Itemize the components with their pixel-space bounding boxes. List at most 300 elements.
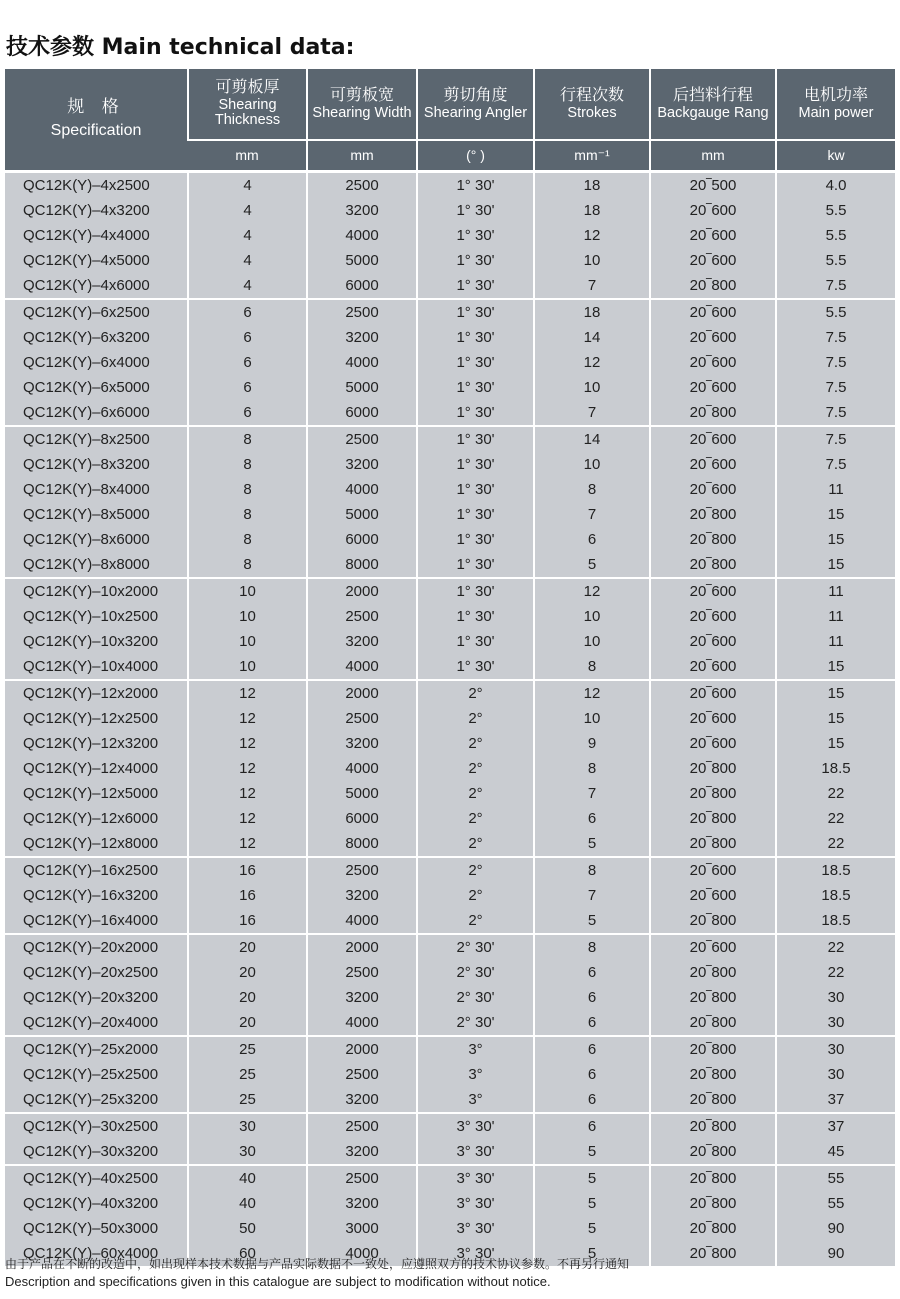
spec-cell: QC12K(Y)–25x2500 xyxy=(5,1062,188,1087)
strokes-cell: 6 xyxy=(534,1113,650,1139)
thickness-cell: 12 xyxy=(188,706,307,731)
spec-cell: QC12K(Y)–10x3200 xyxy=(5,629,188,654)
thickness-cell: 4 xyxy=(188,223,307,248)
table-row xyxy=(5,706,895,731)
width-cell: 2000 xyxy=(307,578,417,604)
power-cell: 5.5 xyxy=(776,223,895,248)
table-row xyxy=(5,629,895,654)
header-spec-en: Specification xyxy=(50,122,142,140)
header-zh-label: 剪切角度 xyxy=(443,84,508,104)
spec-cell: QC12K(Y)–16x2500 xyxy=(5,857,188,883)
backgauge-cell: 20‾800 xyxy=(650,1113,776,1139)
angle-cell: 3° xyxy=(417,1036,534,1062)
technical-data-table-container xyxy=(5,69,895,1266)
backgauge-cell: 20‾800 xyxy=(650,273,776,299)
strokes-cell: 18 xyxy=(534,299,650,325)
strokes-cell: 10 xyxy=(534,452,650,477)
angle-cell: 2° xyxy=(417,831,534,857)
power-cell: 22 xyxy=(776,934,895,960)
strokes-cell: 6 xyxy=(534,1036,650,1062)
strokes-cell: 8 xyxy=(534,477,650,502)
spec-cell: QC12K(Y)–6x5000 xyxy=(5,375,188,400)
power-cell: 7.5 xyxy=(776,452,895,477)
angle-cell: 2° xyxy=(417,908,534,934)
angle-cell: 1° 30' xyxy=(417,325,534,350)
spec-cell: QC12K(Y)–4x6000 xyxy=(5,273,188,299)
header-backgauge xyxy=(650,69,776,140)
power-cell: 90 xyxy=(776,1241,895,1266)
width-cell: 2500 xyxy=(307,1113,417,1139)
backgauge-cell: 20‾600 xyxy=(650,934,776,960)
thickness-cell: 50 xyxy=(188,1216,307,1241)
strokes-cell: 8 xyxy=(534,654,650,680)
angle-cell: 1° 30' xyxy=(417,578,534,604)
table-header xyxy=(5,69,895,172)
strokes-cell: 10 xyxy=(534,604,650,629)
angle-cell: 3° 30' xyxy=(417,1165,534,1191)
width-cell: 2500 xyxy=(307,857,417,883)
table-row xyxy=(5,1191,895,1216)
table-row xyxy=(5,806,895,831)
backgauge-cell: 20‾800 xyxy=(650,806,776,831)
angle-cell: 1° 30' xyxy=(417,248,534,273)
footer-notice xyxy=(5,1255,629,1291)
backgauge-cell: 20‾800 xyxy=(650,527,776,552)
width-cell: 2500 xyxy=(307,960,417,985)
table-row xyxy=(5,172,895,199)
power-cell: 5.5 xyxy=(776,248,895,273)
width-cell: 6000 xyxy=(307,527,417,552)
width-cell: 8000 xyxy=(307,552,417,578)
backgauge-cell: 20‾600 xyxy=(650,477,776,502)
angle-cell: 1° 30' xyxy=(417,400,534,426)
power-cell: 11 xyxy=(776,578,895,604)
thickness-cell: 12 xyxy=(188,731,307,756)
angle-cell: 2° xyxy=(417,857,534,883)
table-row xyxy=(5,350,895,375)
table-row xyxy=(5,756,895,781)
spec-cell: QC12K(Y)–6x3200 xyxy=(5,325,188,350)
thickness-cell: 12 xyxy=(188,756,307,781)
thickness-cell: 10 xyxy=(188,654,307,680)
spec-cell: QC12K(Y)–8x6000 xyxy=(5,527,188,552)
width-cell: 3200 xyxy=(307,985,417,1010)
width-cell: 3200 xyxy=(307,629,417,654)
strokes-cell: 9 xyxy=(534,731,650,756)
width-cell: 3200 xyxy=(307,1087,417,1113)
strokes-cell: 5 xyxy=(534,908,650,934)
header-power xyxy=(776,69,895,140)
spec-cell: QC12K(Y)–6x2500 xyxy=(5,299,188,325)
header-en-label: Shearing Thickness xyxy=(214,97,281,129)
width-cell: 6000 xyxy=(307,273,417,299)
power-cell: 5.5 xyxy=(776,198,895,223)
angle-cell: 2° xyxy=(417,806,534,831)
backgauge-cell: 20‾600 xyxy=(650,654,776,680)
spec-cell: QC12K(Y)–25x3200 xyxy=(5,1087,188,1113)
strokes-cell: 12 xyxy=(534,578,650,604)
thickness-cell: 10 xyxy=(188,578,307,604)
power-cell: 11 xyxy=(776,604,895,629)
angle-cell: 1° 30' xyxy=(417,527,534,552)
header-en-label: Strokes xyxy=(567,104,617,121)
spec-cell: QC12K(Y)–4x3200 xyxy=(5,198,188,223)
thickness-cell: 6 xyxy=(188,299,307,325)
table-row xyxy=(5,1062,895,1087)
backgauge-cell: 20‾600 xyxy=(650,604,776,629)
width-cell: 4000 xyxy=(307,350,417,375)
width-cell: 6000 xyxy=(307,806,417,831)
backgauge-cell: 20‾800 xyxy=(650,1139,776,1165)
spec-cell: QC12K(Y)–40x2500 xyxy=(5,1165,188,1191)
backgauge-cell: 20‾600 xyxy=(650,426,776,452)
angle-cell: 1° 30' xyxy=(417,350,534,375)
spec-cell: QC12K(Y)–60x4000 xyxy=(5,1241,188,1266)
strokes-cell: 18 xyxy=(534,198,650,223)
thickness-cell: 30 xyxy=(188,1113,307,1139)
thickness-cell: 8 xyxy=(188,502,307,527)
power-cell: 30 xyxy=(776,1062,895,1087)
strokes-cell: 6 xyxy=(534,1062,650,1087)
width-cell: 3200 xyxy=(307,883,417,908)
thickness-cell: 6 xyxy=(188,350,307,375)
backgauge-cell: 20‾800 xyxy=(650,552,776,578)
table-row xyxy=(5,1036,895,1062)
width-cell: 2500 xyxy=(307,1165,417,1191)
spec-cell: QC12K(Y)–10x2000 xyxy=(5,578,188,604)
angle-cell: 1° 30' xyxy=(417,375,534,400)
thickness-cell: 8 xyxy=(188,452,307,477)
thickness-cell: 40 xyxy=(188,1165,307,1191)
thickness-cell: 10 xyxy=(188,629,307,654)
header-zh-label: 可剪板厚 xyxy=(215,77,280,97)
width-cell: 5000 xyxy=(307,375,417,400)
width-cell: 4000 xyxy=(307,756,417,781)
angle-cell: 1° 30' xyxy=(417,477,534,502)
width-cell: 3000 xyxy=(307,1216,417,1241)
strokes-cell: 7 xyxy=(534,400,650,426)
backgauge-cell: 20‾500 xyxy=(650,172,776,199)
thickness-cell: 4 xyxy=(188,172,307,199)
width-cell: 5000 xyxy=(307,781,417,806)
strokes-cell: 5 xyxy=(534,831,650,857)
strokes-cell: 10 xyxy=(534,248,650,273)
angle-cell: 2° 30' xyxy=(417,985,534,1010)
power-cell: 7.5 xyxy=(776,426,895,452)
angle-cell: 3° xyxy=(417,1062,534,1087)
strokes-cell: 18 xyxy=(534,172,650,199)
table-row xyxy=(5,680,895,706)
backgauge-cell: 20‾800 xyxy=(650,831,776,857)
table-row xyxy=(5,883,895,908)
power-cell: 7.5 xyxy=(776,400,895,426)
spec-cell: QC12K(Y)–12x5000 xyxy=(5,781,188,806)
width-cell: 2000 xyxy=(307,934,417,960)
spec-cell: QC12K(Y)–12x3200 xyxy=(5,731,188,756)
angle-cell: 1° 30' xyxy=(417,654,534,680)
thickness-cell: 25 xyxy=(188,1062,307,1087)
backgauge-cell: 20‾800 xyxy=(650,1216,776,1241)
backgauge-cell: 20‾600 xyxy=(650,883,776,908)
power-cell: 18.5 xyxy=(776,883,895,908)
width-cell: 2500 xyxy=(307,299,417,325)
strokes-cell: 5 xyxy=(534,1191,650,1216)
angle-cell: 3° 30' xyxy=(417,1139,534,1165)
power-cell: 37 xyxy=(776,1113,895,1139)
header-en-label: Shearing Angler xyxy=(423,104,528,121)
table-row xyxy=(5,908,895,934)
header-spec-zh: 规 格 xyxy=(67,97,125,118)
spec-cell: QC12K(Y)–30x2500 xyxy=(5,1113,188,1139)
thickness-cell: 16 xyxy=(188,908,307,934)
thickness-cell: 10 xyxy=(188,604,307,629)
thickness-cell: 20 xyxy=(188,1010,307,1036)
backgauge-cell: 20‾800 xyxy=(650,1010,776,1036)
thickness-cell: 6 xyxy=(188,375,307,400)
technical-data-table xyxy=(5,69,895,1266)
strokes-cell: 10 xyxy=(534,375,650,400)
table-row xyxy=(5,1165,895,1191)
thickness-cell: 60 xyxy=(188,1241,307,1266)
angle-cell: 2° xyxy=(417,781,534,806)
strokes-cell: 6 xyxy=(534,1087,650,1113)
angle-cell: 2° xyxy=(417,680,534,706)
thickness-cell: 6 xyxy=(188,325,307,350)
strokes-cell: 12 xyxy=(534,350,650,375)
width-cell: 4000 xyxy=(307,1241,417,1266)
strokes-cell: 6 xyxy=(534,527,650,552)
width-cell: 2500 xyxy=(307,426,417,452)
backgauge-cell: 20‾800 xyxy=(650,1036,776,1062)
header-zh-label: 可剪板宽 xyxy=(329,84,394,104)
thickness-cell: 30 xyxy=(188,1139,307,1165)
table-row xyxy=(5,325,895,350)
width-cell: 4000 xyxy=(307,1010,417,1036)
backgauge-cell: 20‾800 xyxy=(650,908,776,934)
spec-cell: QC12K(Y)–4x4000 xyxy=(5,223,188,248)
thickness-cell: 20 xyxy=(188,934,307,960)
thickness-cell: 12 xyxy=(188,806,307,831)
backgauge-cell: 20‾800 xyxy=(650,1165,776,1191)
thickness-cell: 8 xyxy=(188,552,307,578)
thickness-cell: 20 xyxy=(188,985,307,1010)
spec-cell: QC12K(Y)–25x2000 xyxy=(5,1036,188,1062)
spec-cell: QC12K(Y)–20x4000 xyxy=(5,1010,188,1036)
backgauge-cell: 20‾600 xyxy=(650,325,776,350)
power-cell: 15 xyxy=(776,552,895,578)
table-row xyxy=(5,1087,895,1113)
angle-cell: 3° 30' xyxy=(417,1113,534,1139)
backgauge-cell: 20‾600 xyxy=(650,452,776,477)
unit-strokes: mm⁻¹ xyxy=(534,140,650,172)
header-specification xyxy=(5,69,188,172)
width-cell: 4000 xyxy=(307,223,417,248)
angle-cell: 1° 30' xyxy=(417,198,534,223)
header-zh-label: 后挡料行程 xyxy=(672,84,753,104)
backgauge-cell: 20‾800 xyxy=(650,960,776,985)
power-cell: 11 xyxy=(776,629,895,654)
power-cell: 30 xyxy=(776,1010,895,1036)
strokes-cell: 7 xyxy=(534,781,650,806)
unit-power: kw xyxy=(776,140,895,172)
spec-cell: QC12K(Y)–8x8000 xyxy=(5,552,188,578)
thickness-cell: 25 xyxy=(188,1036,307,1062)
spec-cell: QC12K(Y)–10x4000 xyxy=(5,654,188,680)
table-row xyxy=(5,831,895,857)
spec-cell: QC12K(Y)–10x2500 xyxy=(5,604,188,629)
spec-cell: QC12K(Y)–20x3200 xyxy=(5,985,188,1010)
table-row xyxy=(5,375,895,400)
table-row xyxy=(5,527,895,552)
angle-cell: 1° 30' xyxy=(417,552,534,578)
width-cell: 2000 xyxy=(307,1036,417,1062)
table-row xyxy=(5,400,895,426)
width-cell: 4000 xyxy=(307,477,417,502)
width-cell: 6000 xyxy=(307,400,417,426)
table-row xyxy=(5,1216,895,1241)
power-cell: 55 xyxy=(776,1191,895,1216)
spec-cell: QC12K(Y)–8x2500 xyxy=(5,426,188,452)
angle-cell: 2° 30' xyxy=(417,1010,534,1036)
thickness-cell: 6 xyxy=(188,400,307,426)
width-cell: 5000 xyxy=(307,502,417,527)
power-cell: 7.5 xyxy=(776,375,895,400)
width-cell: 3200 xyxy=(307,1139,417,1165)
power-cell: 15 xyxy=(776,680,895,706)
thickness-cell: 8 xyxy=(188,477,307,502)
power-cell: 7.5 xyxy=(776,325,895,350)
header-zh-label: 电机功率 xyxy=(803,84,868,104)
spec-cell: QC12K(Y)–8x5000 xyxy=(5,502,188,527)
strokes-cell: 7 xyxy=(534,883,650,908)
power-cell: 15 xyxy=(776,654,895,680)
angle-cell: 2° xyxy=(417,731,534,756)
spec-cell: QC12K(Y)–20x2500 xyxy=(5,960,188,985)
table-row xyxy=(5,552,895,578)
table-row xyxy=(5,654,895,680)
backgauge-cell: 20‾600 xyxy=(650,706,776,731)
table-row xyxy=(5,1113,895,1139)
backgauge-cell: 20‾600 xyxy=(650,248,776,273)
power-cell: 30 xyxy=(776,1036,895,1062)
backgauge-cell: 20‾800 xyxy=(650,985,776,1010)
width-cell: 5000 xyxy=(307,248,417,273)
footer-notice-zh: 由于产品在不断的改造中，如出现样本技术数据与产品实际数据不一致处，应遵照双方的技术协议参数。不再另行通知 xyxy=(5,1257,630,1271)
thickness-cell: 16 xyxy=(188,883,307,908)
strokes-cell: 14 xyxy=(534,325,650,350)
table-row xyxy=(5,299,895,325)
header-zh-label: 行程次数 xyxy=(559,84,624,104)
power-cell: 37 xyxy=(776,1087,895,1113)
unit-angle: (° ) xyxy=(417,140,534,172)
power-cell: 22 xyxy=(776,960,895,985)
header-strokes xyxy=(534,69,650,140)
angle-cell: 1° 30' xyxy=(417,629,534,654)
power-cell: 30 xyxy=(776,985,895,1010)
spec-cell: QC12K(Y)–12x4000 xyxy=(5,756,188,781)
power-cell: 11 xyxy=(776,477,895,502)
spec-cell: QC12K(Y)–4x2500 xyxy=(5,172,188,199)
footer-notice-en: Description and specifications given in this catalogue are subject to modification without notice. xyxy=(5,1274,551,1289)
backgauge-cell: 20‾800 xyxy=(650,1062,776,1087)
spec-cell: QC12K(Y)–8x3200 xyxy=(5,452,188,477)
unit-thickness: mm xyxy=(188,140,307,172)
width-cell: 2500 xyxy=(307,604,417,629)
power-cell: 18.5 xyxy=(776,756,895,781)
angle-cell: 1° 30' xyxy=(417,426,534,452)
spec-cell: QC12K(Y)–6x6000 xyxy=(5,400,188,426)
power-cell: 55 xyxy=(776,1165,895,1191)
header-en-label: Backgauge Rang xyxy=(657,104,769,121)
angle-cell: 3° xyxy=(417,1087,534,1113)
strokes-cell: 5 xyxy=(534,1165,650,1191)
width-cell: 3200 xyxy=(307,1191,417,1216)
thickness-cell: 4 xyxy=(188,248,307,273)
spec-cell: QC12K(Y)–6x4000 xyxy=(5,350,188,375)
power-cell: 15 xyxy=(776,502,895,527)
thickness-cell: 8 xyxy=(188,426,307,452)
strokes-cell: 6 xyxy=(534,960,650,985)
width-cell: 3200 xyxy=(307,731,417,756)
thickness-cell: 12 xyxy=(188,781,307,806)
table-row xyxy=(5,248,895,273)
table-row xyxy=(5,273,895,299)
backgauge-cell: 20‾600 xyxy=(650,299,776,325)
width-cell: 8000 xyxy=(307,831,417,857)
strokes-cell: 6 xyxy=(534,985,650,1010)
power-cell: 22 xyxy=(776,781,895,806)
thickness-cell: 16 xyxy=(188,857,307,883)
angle-cell: 1° 30' xyxy=(417,452,534,477)
table-row xyxy=(5,604,895,629)
table-row xyxy=(5,426,895,452)
backgauge-cell: 20‾800 xyxy=(650,1087,776,1113)
spec-cell: QC12K(Y)–4x5000 xyxy=(5,248,188,273)
header-width xyxy=(307,69,417,140)
angle-cell: 1° 30' xyxy=(417,299,534,325)
thickness-cell: 12 xyxy=(188,680,307,706)
power-cell: 15 xyxy=(776,527,895,552)
strokes-cell: 6 xyxy=(534,806,650,831)
width-cell: 3200 xyxy=(307,198,417,223)
backgauge-cell: 20‾800 xyxy=(650,756,776,781)
table-row xyxy=(5,1010,895,1036)
backgauge-cell: 20‾600 xyxy=(650,223,776,248)
strokes-cell: 12 xyxy=(534,680,650,706)
strokes-cell: 10 xyxy=(534,706,650,731)
power-cell: 15 xyxy=(776,731,895,756)
power-cell: 18.5 xyxy=(776,857,895,883)
strokes-cell: 8 xyxy=(534,934,650,960)
angle-cell: 2° xyxy=(417,883,534,908)
table-row xyxy=(5,960,895,985)
backgauge-cell: 20‾600 xyxy=(650,350,776,375)
strokes-cell: 7 xyxy=(534,502,650,527)
strokes-cell: 5 xyxy=(534,1139,650,1165)
width-cell: 4000 xyxy=(307,908,417,934)
width-cell: 2000 xyxy=(307,680,417,706)
unit-width: mm xyxy=(307,140,417,172)
table-row xyxy=(5,857,895,883)
table-row xyxy=(5,198,895,223)
thickness-cell: 40 xyxy=(188,1191,307,1216)
spec-cell: QC12K(Y)–16x4000 xyxy=(5,908,188,934)
thickness-cell: 4 xyxy=(188,198,307,223)
backgauge-cell: 20‾600 xyxy=(650,198,776,223)
spec-cell: QC12K(Y)–12x2000 xyxy=(5,680,188,706)
angle-cell: 2° xyxy=(417,756,534,781)
width-cell: 3200 xyxy=(307,452,417,477)
